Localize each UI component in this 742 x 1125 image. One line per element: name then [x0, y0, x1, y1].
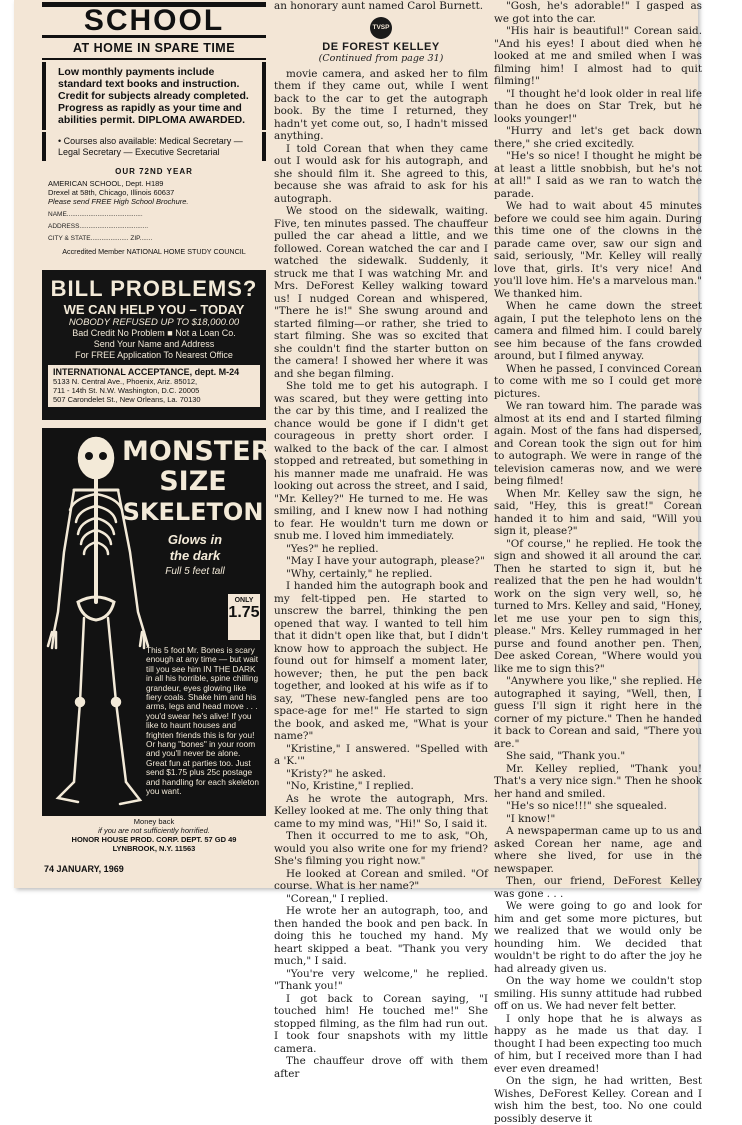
skeleton-ad-company: HONOR HOUSE PROD. CORP. DEPT. 57 GD 49 — [71, 835, 237, 844]
skeleton-ad-city: LYNBROOK, N.Y. 11563 — [112, 844, 196, 853]
paragraph: "His hair is beautiful!" Corean said. "And his eyes! I about died when he looked at me and smiled when I was filming him! I almost had to quit filming!" — [494, 25, 702, 87]
skeleton-ad-price-badge — [228, 594, 260, 640]
bill-problems-ad — [42, 270, 266, 420]
skeleton-ad-title: SKELETON — [122, 498, 264, 526]
bill-ad-tagline: NOBODY REFUSED UP TO $18,000.00 — [68, 317, 240, 328]
paragraph: "Why, certainly," he replied. — [286, 567, 433, 580]
school-ad-city-field: CITY & STATE..................... ZIP....... — [48, 235, 153, 242]
article-column-2 — [494, 0, 702, 1125]
paragraph: "Gosh, he's adorable!" I gasped as we got into the car. — [494, 0, 702, 25]
paragraph: When Mr. Kelley saw the sign, he said, "Hey, this is great!" Corean handed it to him and said, "Will you sign it, please?" — [494, 487, 702, 537]
paragraph: "He's so nice! I thought he might be at least a little snobbish, but he's not at all!" I said as we ran to watch the parade. — [494, 150, 702, 200]
paragraph: I told Corean that when they came out I would ask for his autograph, and she should film it. She agreed to this, because she was afraid to ask for his autograph. — [274, 142, 488, 205]
bill-ad-title: BILL PROBLEMS? — [50, 276, 258, 301]
school-ad-title: SCHOOL — [42, 2, 266, 38]
school-ad-accreditation: Accredited Member NATIONAL HOME STUDY COUNCIL — [62, 247, 246, 256]
article-continued: (Continued from page 31) — [318, 53, 444, 64]
school-ad-address-line: AMERICAN SCHOOL, Dept. H189 — [48, 179, 164, 188]
paragraph: "You're very welcome," he replied. "Thank you!" — [274, 967, 488, 992]
paragraph: "May I have your autograph, please?" — [286, 555, 485, 567]
skeleton-ad-size: SIZE — [159, 466, 227, 497]
paragraph: We ran toward him. The parade was almost at its end and I started filming again. Most of the fans had dispersed, and Corean took the sign out for him to autograph. We were in range of the television cameras now, and we were being filmed! — [494, 400, 702, 487]
bill-ad-address-line: 507 Carondelet St., New Orleans, La. 70130 — [53, 395, 201, 404]
paragraph: Then, our friend, DeForest Kelley was gone . . . — [494, 875, 702, 900]
school-ad-address-field: ADDRESS...................................... — [48, 223, 149, 230]
paragraph: "I know!" — [506, 812, 556, 825]
paragraph: I got back to Corean saying, "I touched him! He touched me!" She stopped filming, as the film had run out. I took four snapshots with my little camera. — [274, 992, 488, 1055]
school-ad-address — [42, 176, 266, 209]
school-ad-address-line: Please send FREE High School Brochure. — [48, 197, 189, 206]
paragraph: movie camera, and asked her to film them if they came out, while I went back to the car to get the autograph book. By the time I returned, they hadn't yet come out, so, I hadn't missed anything. — [274, 67, 488, 142]
school-ad-body: Low monthly payments include standard text books and instruction. Credit for subjects already completed. Progress as rapidly as your time and abilities permit. DIPLOMA AWARDED. — [42, 62, 266, 130]
skeleton-ad-glow: Glows in — [167, 532, 223, 547]
paragraph: She said, "Thank you." — [506, 750, 626, 762]
paragraph: On the sign, he had written, Best Wishes, DeForest Kelley. Corean and I wish him the best, too. No one could possibly deserve it — [494, 1075, 702, 1125]
paragraph: I only hope that he is always as happy as he made us that day. I thought I had been expecting too much of him, but I received more than I had ever even dreamed! — [494, 1012, 702, 1075]
bill-ad-company: INTERNATIONAL ACCEPTANCE, dept. M-24 — [53, 367, 240, 377]
paragraph: I handed him the autograph book and my felt-tipped pen. He started to unscrew the barrel, thinking the pen opened that way. I wanted to tell him that it didn't open like that, but I didn't know how to approach the subject. He found out for himself a moment later, however; then, he put the pen back together, and looked at his wife as if to say, "These new-fangled pens are too space-age for me!" He started to sign the book, and asked me, "What is your name?" — [274, 580, 488, 742]
skeleton-ad-guarantee: Money back — [133, 817, 175, 826]
bill-ad-address-box — [48, 365, 260, 407]
paragraph: When he came down the street again, I put the telephoto lens on the camera and filmed him. I could barely see him because of the fans crowded around, but I filmed anyway. — [494, 300, 702, 362]
bill-ad-line: Send Your Name and Address — [93, 339, 215, 349]
paragraph: "I thought he'd look older in real life than he does on Star Trek, but he looks younger!" — [494, 87, 702, 125]
article-top-line: an honorary aunt named Carol Burnett. — [274, 0, 484, 12]
bill-ad-line: For FREE Application To Nearest Office — [75, 350, 233, 360]
paragraph: As he wrote the autograph, Mrs. Kelley looked at me. The only thing that came to my mind was, "Hi!" So, I said it. — [274, 792, 488, 830]
skeleton-ad-guarantee-note: if you are not sufficiently horrified. — [98, 826, 210, 835]
page-footer: 74 JANUARY, 1969 — [44, 864, 124, 874]
bill-ad-line: Bad Credit No Problem ■ Not a Loan Co. — [72, 328, 236, 338]
skeleton-ad-order-box — [42, 816, 266, 856]
price-value: 1.75 — [228, 604, 260, 621]
magazine-page — [14, 0, 702, 1125]
school-ad-courses: • Courses also available: Medical Secretary — Legal Secretary — Executive Secretarial — [42, 132, 266, 161]
article-column-1 — [274, 0, 488, 1080]
paragraph: "He's so nice!!!" she squealed. — [506, 800, 667, 812]
paragraph: "Anywhere you like," she replied. He autographed it saying, "Well, then, I guess I'll sign it right here in the corner of my picture." Then he handed it back to Corean and said, "There you are." — [494, 675, 702, 750]
skeleton-ad-copy: This 5 foot Mr. Bones is scary enough at any time — but wait till you see him IN THE DARK in all his horrible, spine chilling grandeur, eyes glowing like fiery coals. Shake him and his arms, legs and head move . . . you'd swear he's alive! If you like to haunt houses and frighten friends this is for you! Or hang "bones" in your room and you'll never be alone. Great fun at parties too. Just send $1.75 plus 25c postage and handling for each skeleton you want. — [146, 645, 260, 797]
school-ad-subtitle: AT HOME IN SPARE TIME — [42, 38, 266, 60]
paragraph: We were going to go and look for him and get some more pictures, but we realized that we would only be hounding him. We decided that wouldn't be right to do after the joy he had already given us. — [494, 900, 702, 975]
paragraph: When he passed, I convinced Corean to come with me so I could get more pictures. — [494, 362, 702, 400]
price-only-label: ONLY — [234, 597, 254, 604]
school-ad-address-line: Drexel at 58th, Chicago, Illinois 60637 — [48, 188, 175, 197]
bill-ad-headline: WE CAN HELP YOU – TODAY — [63, 302, 245, 317]
paragraph: We stood on the sidewalk, waiting. Five, ten minutes passed. The chauffeur pulled the car ahead a little, and we followed. Corean watched the car and I watched the sidewalk. Suddenly, it struck me that I was watching Mr. and Mrs. DeForest Kelley walking toward us! I nudged Corean and whispered, "There he is!" She swung around and started filming—or rather, she tried to start filming. She was so excited that she couldn't find the starter button on the camera! I showed her where it was and she began filming. — [274, 205, 488, 380]
paragraph: "No, Kristine," I replied. — [286, 780, 414, 792]
skeleton-ad — [42, 428, 272, 856]
article-heading: DE FOREST KELLEY — [322, 40, 440, 53]
paragraph: On the way home we couldn't stop smiling. His sunny attitude had rubbed off on us. We had never felt better. — [494, 975, 702, 1012]
skeleton-ad-height: Full 5 feet tall — [165, 566, 225, 577]
school-ad-year: OUR 72ND YEAR — [115, 167, 193, 176]
paragraph: She told me to get his autograph. I was scared, but they were getting into the car by this time, and I realized the chance would be gone if I didn't get courageous in pretty short order. I walked to the back of the car. I almost stopped and retreated, but something in his manner made me unafraid. He was looking out across the street, and I said, "Mr. Kelley?" He turned to me. He was smiling, and I knew now I had nothing to fear. He wouldn't turn me down or snub me. I loved him immediately. — [274, 380, 488, 542]
paragraph: "Corean," I replied. — [286, 892, 389, 905]
paragraph: "Kristy?" he asked. — [286, 767, 386, 780]
paragraph: Mr. Kelley replied, "Thank you! That's a very nice sign." Then he shook her hand and smiled. — [494, 762, 702, 800]
bill-ad-address-line: 5133 N. Central Ave., Phoenix, Ariz. 85012, — [53, 377, 198, 386]
article-body-1 — [274, 68, 488, 1081]
paragraph: A newspaperman came up to us and asked Corean her name, age and where she lived, for use in the newspaper. — [494, 825, 702, 875]
paragraph: "Of course," he replied. He took the sign and showed it all around the car. Then he started to sign it, but he realized that the pen he had wouldn't work on the sign very well, so, he turned to Mrs. Kelley and said, "Honey, let me use your pen to sign this, please." Mrs. Kelley rummaged in her purse and found another pen. Then, Dee asked Corean, "Where would you like me to sign this?" — [494, 537, 702, 675]
skeleton-ad-monster: MONSTER — [122, 436, 272, 467]
paragraph: We had to wait about 45 minutes before we could see him again. During this time one of the clowns in the parade came over, saw our sign and said, seriously, "Mr. Kelley will really love that, girls. It's very nice! And you'll love him. He's a marvelous man." We thanked him. — [494, 200, 702, 300]
skeleton-ad-glow: the dark — [169, 548, 221, 563]
bill-ad-address-line: 711 - 14th St. N.W. Washington, D.C. 20005 — [53, 386, 200, 395]
paragraph: "Hurry and let's get back down there," she cried excitedly. — [494, 125, 702, 150]
paragraph: He looked at Corean and smiled. "Of course. What is her name?" — [274, 867, 488, 892]
paragraph: Then it occurred to me to ask, "Oh, would you also write one for my friend? She's filming you right now." — [274, 830, 488, 867]
school-ad-name-field: NAME.......................................... — [48, 211, 143, 218]
school-ad — [42, 0, 266, 262]
paragraph: He wrote her an autograph, too, and then handed the book and pen back. In doing this he touched my hand. My heart skipped a beat. "Thank you very much," I said. — [274, 905, 488, 967]
tvsp-logo: TVSP — [370, 17, 392, 39]
paragraph: "Kristine," I answered. "Spelled with a 'K.'" — [274, 742, 488, 767]
paragraph: "Yes?" he replied. — [286, 542, 379, 555]
paragraph: The chauffeur drove off with them after — [274, 1055, 488, 1080]
article-body-2 — [494, 0, 702, 1125]
